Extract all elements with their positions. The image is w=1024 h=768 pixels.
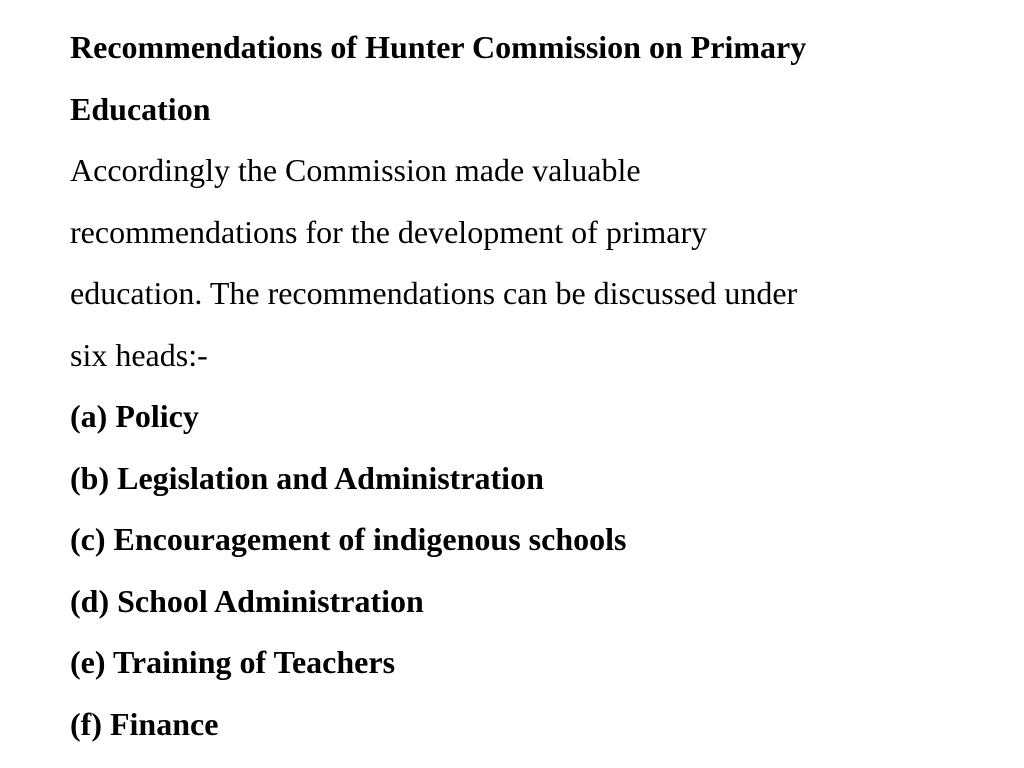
body-line: Accordingly the Commission made valuable (70, 152, 641, 188)
title-line: Recommendations of Hunter Commission on Primary (70, 29, 807, 65)
body-line: six heads:- (70, 336, 208, 373)
head-item-training: (e) Training of Teachers (70, 644, 396, 680)
title-line: Education (70, 90, 211, 127)
head-item-finance: (f) Finance (70, 705, 219, 742)
head-item-school-administration: (d) School Administration (70, 582, 424, 619)
head-item-legislation: (b) Legislation and Administration (70, 459, 544, 496)
head-item-policy: (a) Policy (70, 398, 199, 434)
head-item-indigenous-schools: (c) Encouragement of indigenous schools (70, 521, 627, 557)
slide-content (70, 17, 970, 755)
body-line: recommendations for the development of primary (70, 213, 708, 250)
body-line: education. The recommendations can be discussed under (70, 275, 798, 311)
